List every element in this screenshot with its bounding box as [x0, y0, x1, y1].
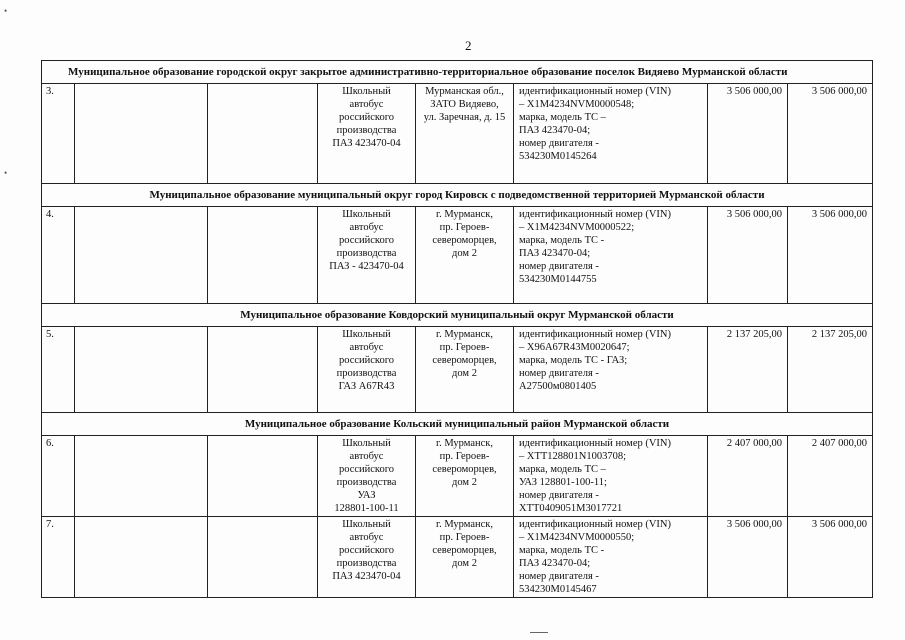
vehicle-specs-line: ПАЗ 423470-04; [519, 558, 591, 569]
vehicle-name-line: производства [336, 477, 397, 488]
page-number: 2 [465, 38, 472, 53]
vehicle-name [318, 436, 416, 517]
vehicle-specs-line: – X1M4234NVM0000550; [519, 532, 635, 543]
vehicle-name-line: ПАЗ 423470-04 [332, 571, 401, 582]
vehicle-specs-line: идентификационный номер (VIN) [519, 329, 672, 340]
vehicle-address-line: г. Мурманск, [435, 209, 494, 220]
vehicle-name-line: производства [336, 558, 397, 569]
vehicle-specs-line: – X1M4234NVM0000522; [519, 222, 635, 233]
scan-mark: • [4, 168, 8, 178]
vehicle-name-line: ГАЗ А67R43 [338, 381, 395, 392]
vehicle-address-line: пр. Героев- [439, 222, 490, 233]
vehicle-specs-line: XTT0409051M3017721 [519, 503, 623, 514]
vehicle-address [416, 327, 514, 413]
empty-cell [75, 517, 208, 598]
vehicle-specs-line: марка, модель ТС - [519, 235, 605, 246]
vehicle-name-line: российского [338, 464, 395, 475]
vehicle-specs-line: – XTT128801N1003708; [519, 451, 627, 462]
vehicle-specs-line: марка, модель ТС – [519, 464, 606, 475]
vehicle-name-line: Школьный [342, 209, 391, 220]
vehicle-name-line: Школьный [342, 519, 391, 530]
vehicle-name-line: ПАЗ - 423470-04 [329, 261, 404, 272]
section-title: Муниципальное образование муниципальный округ город Кировск с подведомственной территорией Мурманской области [42, 184, 873, 207]
vehicle-address-line: пр. Героев- [439, 532, 490, 543]
vehicle-name-line: производства [336, 368, 397, 379]
vehicle-name [318, 327, 416, 413]
vehicle-specs-line: номер двигателя - [519, 368, 599, 379]
vehicle-table-wrapper [41, 60, 873, 598]
vehicle-address-line: североморцев, [432, 355, 497, 366]
empty-cell [208, 327, 318, 413]
vehicle-address-line: дом 2 [452, 477, 477, 488]
vehicle-name-line: автобус [349, 342, 384, 353]
table-row [42, 207, 873, 304]
section-header-row [42, 184, 873, 207]
vehicle-specs-line: – X96A67R43M0020647; [519, 342, 630, 353]
vehicle-specs-line: УАЗ 128801-100-11; [519, 477, 607, 488]
vehicle-name-line: УАЗ [357, 490, 376, 501]
vehicle-specs [514, 207, 708, 304]
empty-cell [75, 436, 208, 517]
vehicle-name-line: автобус [349, 222, 384, 233]
vehicle-specs [514, 84, 708, 184]
vehicle-specs-line: 534230M0144755 [519, 274, 597, 285]
table-row [42, 327, 873, 413]
vehicle-specs-line: ПАЗ 423470-04; [519, 248, 591, 259]
vehicle-address-line: североморцев, [432, 545, 497, 556]
vehicle-address-line: ЗАТО Видяево, [430, 99, 499, 110]
vehicle-address [416, 84, 514, 184]
total-price: 2 137 205,00 [788, 327, 873, 413]
section-title: Муниципальное образование Ковдорский муниципальный округ Мурманской области [42, 304, 873, 327]
vehicle-table [41, 60, 873, 598]
vehicle-address-line: г. Мурманск, [435, 519, 494, 530]
unit-price: 2 137 205,00 [708, 327, 788, 413]
vehicle-specs-line: номер двигателя - [519, 571, 599, 582]
table-row [42, 517, 873, 598]
vehicle-address-line: дом 2 [452, 368, 477, 379]
vehicle-address [416, 436, 514, 517]
section-title: Муниципальное образование Кольский муниципальный район Мурманской области [42, 413, 873, 436]
total-price: 3 506 000,00 [788, 517, 873, 598]
row-number: 6. [42, 436, 75, 517]
vehicle-name-line: Школьный [342, 438, 391, 449]
empty-cell [208, 207, 318, 304]
row-number: 3. [42, 84, 75, 184]
section-header-row [42, 413, 873, 436]
total-price: 2 407 000,00 [788, 436, 873, 517]
vehicle-address [416, 207, 514, 304]
vehicle-name [318, 207, 416, 304]
vehicle-specs-line: идентификационный номер (VIN) [519, 438, 672, 449]
unit-price: 2 407 000,00 [708, 436, 788, 517]
unit-price: 3 506 000,00 [708, 517, 788, 598]
vehicle-address-line: г. Мурманск, [435, 438, 494, 449]
vehicle-name-line: Школьный [342, 86, 391, 97]
vehicle-specs-line: марка, модель ТС - [519, 545, 605, 556]
vehicle-specs [514, 517, 708, 598]
section-header-row [42, 61, 873, 84]
vehicle-address-line: пр. Героев- [439, 451, 490, 462]
vehicle-name-line: производства [336, 248, 397, 259]
vehicle-name-line: ПАЗ 423470-04 [332, 138, 401, 149]
vehicle-address-line: г. Мурманск, [435, 329, 494, 340]
empty-cell [75, 84, 208, 184]
vehicle-name [318, 517, 416, 598]
empty-cell [208, 436, 318, 517]
vehicle-specs [514, 327, 708, 413]
vehicle-specs [514, 436, 708, 517]
vehicle-specs-line: идентификационный номер (VIN) [519, 86, 672, 97]
vehicle-address-line: дом 2 [452, 248, 477, 259]
vehicle-specs-line: номер двигателя - [519, 261, 599, 272]
vehicle-name-line: автобус [349, 451, 384, 462]
vehicle-name-line: производства [336, 125, 397, 136]
vehicle-specs-line: номер двигателя - [519, 490, 599, 501]
empty-cell [75, 327, 208, 413]
vehicle-specs-line: ПАЗ 423470-04; [519, 125, 591, 136]
vehicle-name-line: российского [338, 545, 395, 556]
scan-mark: • [4, 6, 8, 16]
vehicle-address-line: североморцев, [432, 235, 497, 246]
vehicle-name-line: автобус [349, 532, 384, 543]
table-body [42, 61, 873, 598]
vehicle-name-line: Школьный [342, 329, 391, 340]
unit-price: 3 506 000,00 [708, 207, 788, 304]
vehicle-address-line: североморцев, [432, 464, 497, 475]
vehicle-specs-line: 534230M0145264 [519, 151, 597, 162]
vehicle-name-line: автобус [349, 99, 384, 110]
vehicle-specs-line: А27500м0801405 [519, 381, 597, 392]
unit-price: 3 506 000,00 [708, 84, 788, 184]
table-row [42, 436, 873, 517]
total-price: 3 506 000,00 [788, 207, 873, 304]
vehicle-address-line: пр. Героев- [439, 342, 490, 353]
vehicle-name [318, 84, 416, 184]
vehicle-name-line: российского [338, 112, 395, 123]
row-number: 5. [42, 327, 75, 413]
scan-line-mark [530, 632, 548, 633]
row-number: 7. [42, 517, 75, 598]
vehicle-specs-line: номер двигателя - [519, 138, 599, 149]
vehicle-specs-line: марка, модель ТС – [519, 112, 606, 123]
empty-cell [75, 207, 208, 304]
vehicle-name-line: 128801-100-11 [334, 503, 399, 514]
section-title: Муниципальное образование городской округ закрытое административно-территориальное образование поселок Видяево Мурманской области [42, 61, 873, 84]
vehicle-specs-line: идентификационный номер (VIN) [519, 519, 672, 530]
vehicle-name-line: российского [338, 355, 395, 366]
vehicle-name-line: российского [338, 235, 395, 246]
vehicle-specs-line: идентификационный номер (VIN) [519, 209, 672, 220]
empty-cell [208, 84, 318, 184]
vehicle-address-line: ул. Заречная, д. 15 [423, 112, 506, 123]
row-number: 4. [42, 207, 75, 304]
vehicle-address-line: дом 2 [452, 558, 477, 569]
vehicle-specs-line: 534230M0145467 [519, 584, 597, 595]
vehicle-specs-line: марка, модель ТС - ГАЗ; [519, 355, 628, 366]
vehicle-address-line: Мурманская обл., [425, 86, 504, 97]
empty-cell [208, 517, 318, 598]
vehicle-address [416, 517, 514, 598]
section-header-row [42, 304, 873, 327]
table-row [42, 84, 873, 184]
total-price: 3 506 000,00 [788, 84, 873, 184]
vehicle-specs-line: – X1M4234NVM0000548; [519, 99, 635, 110]
